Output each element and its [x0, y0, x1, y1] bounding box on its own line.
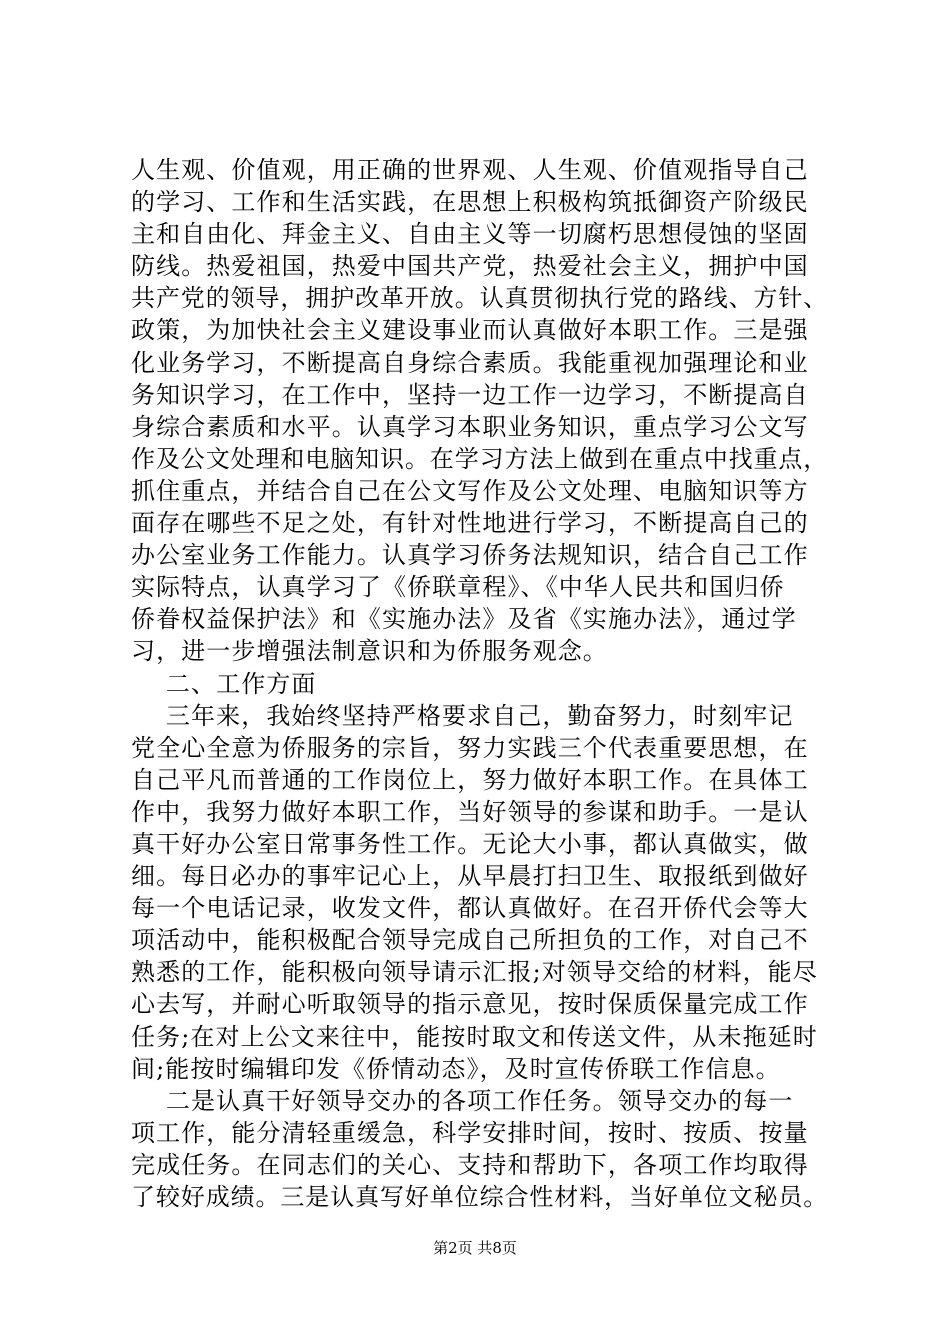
text-line: 党全心全意为侨服务的宗旨，努力实践三个代表重要思想，在: [131, 733, 809, 762]
text-line: 抓住重点，并结合自己在公文写作及公文处理、电脑知识等方: [131, 476, 809, 505]
text-line: 人生观、价值观，用正确的世界观、人生观、价值观指导自己: [131, 156, 809, 184]
document-body: [131, 154, 831, 1213]
page-footer: 第2页 共8页: [433, 1239, 517, 1257]
text-line: 化业务学习，不断提高自身综合素质。我能重视加强理论和业: [131, 348, 809, 377]
text-line: 作及公文处理和电脑知识。在学习方法上做到在重点中找重点，: [131, 444, 829, 473]
text-line: 办公室业务工作能力。认真学习侨务法规知识，结合自己工作: [131, 541, 809, 570]
text-line: 真干好办公室日常事务性工作。无论大小事，都认真做实，做: [131, 829, 809, 858]
text-line: 间;能按时编辑印发《侨情动态》，及时宣传侨联工作信息。: [131, 1054, 781, 1083]
text-line: 任务;在对上公文来往中，能按时取文和传送文件，从未拖延时: [131, 1022, 818, 1051]
text-line: 实际特点，认真学习了《侨联章程》、《中华人民共和国归侨: [131, 573, 785, 602]
text-line: 项活动中，能积极配合领导完成自己所担负的工作，对自己不: [131, 926, 809, 955]
text-line: 心去写，并耐心听取领导的指示意见，按时保质保量完成工作: [131, 990, 809, 1019]
text-line: 侨眷权益保护法》和《实施办法》及省《实施办法》，通过学: [131, 605, 797, 634]
text-line: 每一个电话记录，收发文件，都认真做好。在召开侨代会等大: [131, 894, 809, 923]
text-line: 主和自由化、拜金主义、自由主义等一切腐朽思想侵蚀的坚固: [131, 220, 809, 249]
text-line: 自己平凡而普通的工作岗位上，努力做好本职工作。在具体工: [131, 765, 809, 794]
text-line: 完成任务。在同志们的关心、支持和帮助下，各项工作均取得: [131, 1150, 809, 1179]
text-line: 的学习、工作和生活实践，在思想上积极构筑抵御资产阶级民: [131, 188, 809, 217]
text-line: 熟悉的工作，能积极向领导请示汇报;对领导交给的材料，能尽: [131, 958, 818, 987]
text-line: 项工作，能分清轻重缓急，科学安排时间，按时、按质、按量: [131, 1118, 809, 1147]
text-line: 身综合素质和水平。认真学习本职业务知识，重点学习公文写: [131, 412, 809, 441]
text-line: 政策，为加快社会主义建设事业而认真做好本职工作。三是强: [131, 316, 809, 345]
text-line: 面存在哪些不足之处，有针对性地进行学习，不断提高自己的: [131, 509, 809, 538]
text-line: 共产党的领导，拥护改革开放。认真贯彻执行党的路线、方针、: [131, 284, 829, 313]
text-line: 二、工作方面: [131, 669, 317, 698]
text-line: 三年来，我始终坚持严格要求自己，勤奋努力，时刻牢记: [131, 701, 794, 730]
text-line: 习，进一步增强法制意识和为侨服务观念。: [131, 637, 608, 666]
text-line: 务知识学习，在工作中，坚持一边工作一边学习，不断提高自: [131, 380, 809, 409]
text-line: 二是认真干好领导交办的各项工作任务。领导交办的每一: [131, 1086, 794, 1115]
text-line: 了较好成绩。三是认真写好单位综合性材料，当好单位文秘员。: [131, 1183, 829, 1211]
text-line: 防线。热爱祖国，热爱中国共产党，热爱社会主义，拥护中国: [131, 252, 809, 281]
text-line: 作中，我努力做好本职工作，当好领导的参谋和助手。一是认: [131, 797, 809, 826]
text-line: 细。每日必办的事牢记心上，从早晨打扫卫生、取报纸到做好: [131, 862, 809, 891]
